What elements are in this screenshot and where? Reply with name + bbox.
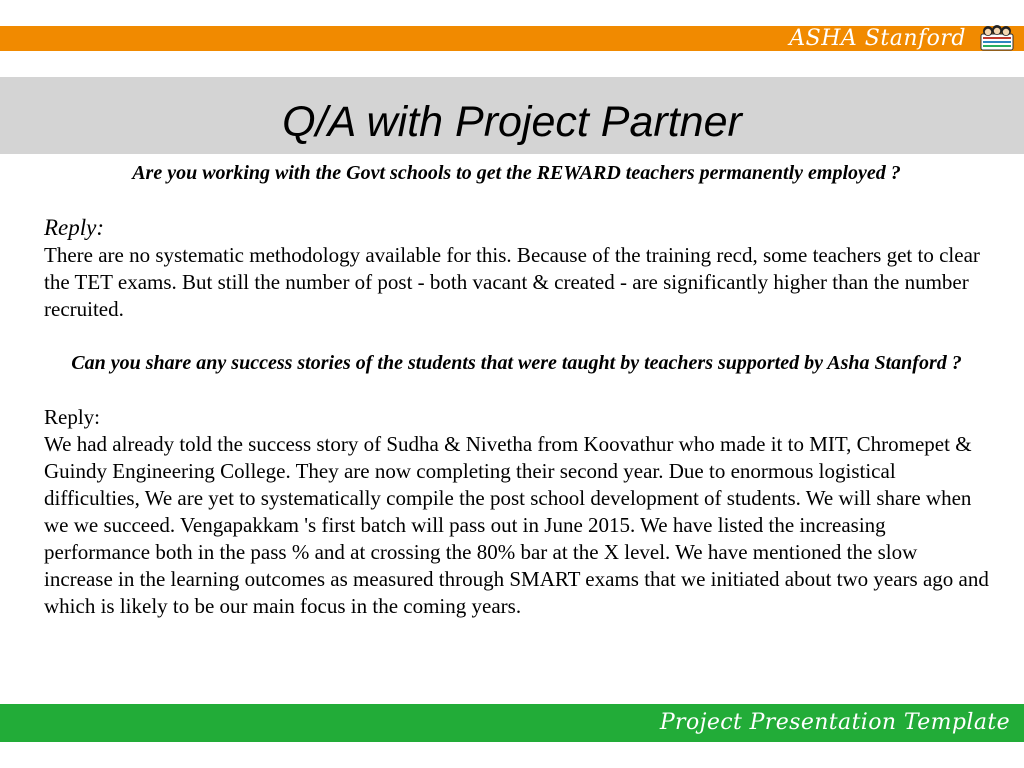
question-1: Are you working with the Govt schools to get the REWARD teachers permanently employed ? — [132, 162, 901, 184]
slide-title: Q/A with Project Partner — [282, 98, 742, 146]
reply-label-1: Reply: — [44, 215, 105, 240]
spacer — [44, 187, 989, 214]
brand-name: ASHA Stanford — [789, 26, 966, 51]
qa-content — [44, 160, 989, 620]
reply-label-2: Reply: — [44, 405, 100, 429]
answer-2: We had already told the success story of Sudha & Nivetha from Koovathur who made it to MIT, Chromepet & Guindy Engineering College. They are now completing their second year. Due to enormous logistical difficulties, We are yet to systematically compile the post school development of students. We will share when we we succeed. Vengapakkam 's first batch will pass out in June 2015. We have listed the increasing performance both in the pass % and at crossing the 80% bar at the X level. We have mentioned the slow increase in the learning outcomes as measured through SMART exams that we initiated about two years ago and which is likely to be our main focus in the coming years. — [44, 432, 989, 618]
asha-children-logo-icon — [980, 22, 1014, 52]
footer-text: Project Presentation Template — [659, 710, 1010, 735]
spacer — [44, 323, 989, 350]
question-2: Can you share any success stories of the students that were taught by teachers supported by Asha Stanford ? — [71, 352, 962, 374]
footer-bar — [0, 704, 1024, 742]
header-bar — [0, 26, 1024, 51]
spacer — [44, 377, 989, 404]
answer-1: There are no systematic methodology available for this. Because of the training recd, some teachers get to clear the TET exams. But still the number of post - both vacant & created - are significantly higher than the number recruited. — [44, 243, 980, 321]
